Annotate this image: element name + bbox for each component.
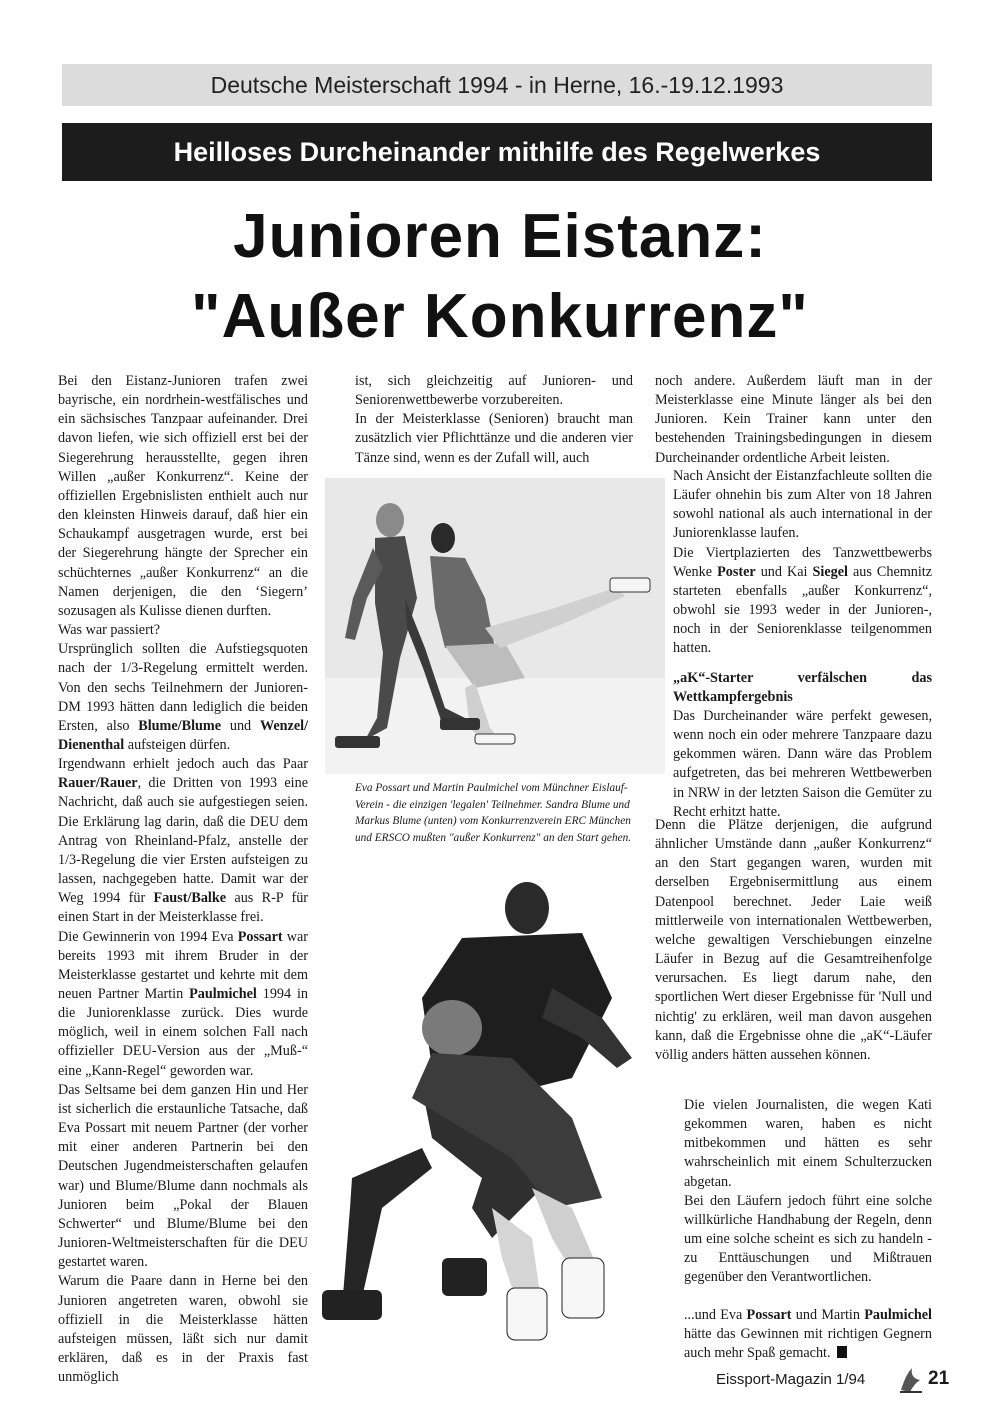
photo-caption: Eva Possart und Martin Paulmichel vom Münchner Eislauf-Verein - die einzigen 'legalen' Teilnehmer. Sandra Blume und Markus Blume (unten) vom Konkurrenzverein ERC München und ERSCO mußten "außer Konkurrenz" an den Start gehen.	[355, 782, 632, 844]
magazine-name: Eissport-Magazin 1/94	[716, 1371, 866, 1388]
paragraph: Warum die Paare dann in Herne bei den Junioren angetreten waren, obwohl sie offiziell in die Meisterklasse hätten aufsteigen müssen, läßt sich nur damit erklären, daß es in der Praxis fast unmöglich	[58, 1273, 308, 1386]
text-run: Die Gewinnerin von 1994 Eva	[58, 928, 234, 945]
text-run: und Kai	[760, 563, 808, 580]
skaters-photo-1	[325, 478, 665, 774]
name-faust: Faust/Balke	[153, 890, 227, 907]
text-run: Ursprünglich sollten die Aufstiegsquoten nach der 1/3-Regelung ermittelt werden. Von den sechs Teilnehmern der Junioren-DM 1993 hätten dann lediglich die beiden Ersten, also	[58, 641, 308, 734]
article-column-1	[58, 372, 308, 1387]
subtitle-banner	[62, 123, 932, 181]
article-column-3b	[673, 467, 932, 822]
event-title: Deutsche Meisterschaft 1994 - in Herne, 16.-19.12.1993	[210, 72, 784, 98]
photo-blume-blume	[312, 878, 658, 1364]
paragraph: Bei den Läufern jedoch führt eine solche willkürliche Handhabung der Regeln, denn um eine solche scheint es sich zu handeln - zu Enttäuschungen und Mißtrauen gegenüber den Verantwortlichen.	[684, 1192, 932, 1286]
paragraph	[673, 544, 932, 659]
name-paulmichel: Paulmichel	[189, 986, 257, 1002]
paragraph	[58, 928, 308, 1081]
paragraph: Das Durcheinander wäre perfekt gewesen, wenn noch ein oder mehrere Tanzpaare dazu gekommen wären. Dann wäre das Problem aufgetreten, das bei mehreren Wettbewerben in NRW in der letzten Saison die Gemüter zu Recht erhitzt hatte.	[673, 707, 932, 820]
text-run: hätte das Gewinnen mit richtigen Gegnern auch mehr Spaß gemacht.	[684, 1325, 932, 1361]
name-possart-2: Possart	[746, 1306, 792, 1323]
text-run: war bereits 1993 mit ihrem Bruder in der Meisterklasse gestartet und kehrte mit dem neuen Partner Martin	[58, 928, 309, 1002]
name-rauer: Rauer/Rauer	[58, 775, 138, 792]
text-run: Irgendwann erhielt jedoch auch das Paar	[58, 756, 308, 773]
paragraph: Was war passiert?	[58, 622, 161, 639]
text-run: aus Chemnitz starteten ebenfalls „außer Konkurrenz“, obwohl sie 1993 weder in der Junioren-, noch in der Seniorenklasse teilgenommen hatten.	[673, 563, 933, 657]
text-run: aufsteigen dürfen.	[127, 736, 231, 753]
text-run: ...und Eva	[684, 1306, 743, 1323]
text-run: 1994 in die Juniorenklasse zurück. Dies wurde möglich, weil in einem solchen Fall nach offizieller DEU-Version aus der „Muß-“ eine „Kann-Regel“ geworden war.	[58, 986, 309, 1079]
paragraph: noch andere. Außerdem läuft man in der Meisterklasse eine Minute länger als bei den Junioren. Kein Trainer kann unter den bestehenden Trainingsbedingungen in diesem Durcheinander ordentliche Arbeit leisten.	[655, 373, 932, 466]
paragraph	[58, 640, 308, 755]
magazine-logo-icon	[898, 1366, 924, 1398]
article-column-3	[655, 372, 932, 468]
name-siegel: Siegel	[812, 563, 848, 580]
paragraph: ist, sich gleichzeitig auf Junioren- und Seniorenwettbewerbe vorzubereiten.	[355, 373, 633, 409]
text-run: und Martin	[795, 1306, 860, 1323]
paragraph	[58, 755, 308, 927]
article-column-2	[355, 372, 633, 468]
page-number: 21	[928, 1368, 950, 1389]
subtitle-text: Heilloses Durcheinander mithilfe des Regelwerkes	[173, 137, 821, 167]
name-poster: Poster	[717, 563, 756, 580]
paragraph: Nach Ansicht der Eistanzfachleute sollten die Läufer ohnehin bis zum Alter von 18 Jahren sowohl national als auch international in der Juniorenklasse laufen.	[673, 468, 932, 542]
article-column-3d	[684, 1096, 932, 1363]
name-wenzel: Wenzel/ Dienenthal	[58, 717, 309, 753]
text-run: , die Dritten von 1993 eine Nachricht, daß auch sie aufgestiegen seien. Die Erklärung lag darin, daß die DEU dem Antrag von Rheinland-Pfalz, anstelle der 1/3-Regelung die vier Ersten aufsteigen zu lassen, nachgegeben hatte. Damit war der Weg 1994 für	[58, 775, 308, 907]
paragraph: In der Meisterklasse (Senioren) braucht man zusätzlich vier Pflichttänze und die anderen vier Tänze sind, wenn es der Zufall will, auch	[355, 411, 633, 466]
paragraph: Die vielen Journalisten, die wegen Kati gekommen waren, haben es nicht mitbekommen und hätten es sehr wahrscheinlich mit einem Schulterzucken abgetan.	[684, 1097, 932, 1190]
name-possart: Possart	[237, 928, 283, 945]
end-mark-icon	[837, 1346, 847, 1358]
skaters-photo-2	[312, 878, 658, 1364]
subheading: „aK“-Starter verfälschen das Wettkampfergebnis	[673, 669, 932, 705]
name-blume: Blume/Blume	[138, 717, 222, 734]
event-banner	[62, 64, 932, 106]
text-run: Die Viertplazierten des Tanzwettbewerbs Wenke	[673, 544, 932, 580]
footer	[716, 1366, 950, 1396]
article-column-3c	[655, 816, 932, 1065]
paragraph	[684, 1306, 932, 1363]
paragraph: Das Seltsame bei dem ganzen Hin und Her ist sicherlich die erstaunliche Tatsache, daß Eva Possart mit neuem Partner (der vorher mit einer anderen Partnerin bei den Deutschen Jugendmeisterschaften gelaufen war) und Blume/Blume dann nochmals als Junioren beim „Pokal der Blauen Schwerter“ und Blume/Blume bei den Junioren-Weltmeisterschaften für die DEU gestartet waren.	[58, 1081, 308, 1271]
headline-line-2: "Außer Konkurrenz"	[191, 282, 809, 351]
photo-possart-paulmichel	[325, 478, 665, 774]
headline-line-1: Junioren Eistanz:	[233, 202, 767, 271]
paragraph: Denn die Plätze derjenigen, die aufgrund ähnlicher Umstände dann „außer Konkurrenz“ an den Start gegangen waren, wurden mit derselben Ergebnisermittlung aus einem Datenpool berechnet. Jeder Laie weiß mittlerweile von internationalen Wettbewerben, welche gewaltigen Verschiebungen einzelne Läufer in Bezug auf die Gesamtreihenfolge verursachen. Es liegt darum nahe, den sportlichen Wert dieser Ergebnisse für 'Null und nichtig' zu erklären, weil man davon ausgehen kann, daß die Ergebnisse ohne die „aK“-Läufer völlig anders hätten aussehen können.	[655, 817, 932, 1063]
text-run: und	[229, 717, 252, 734]
paragraph: Bei den Eistanz-Junioren trafen zwei bayrische, ein nordrhein-westfälisches und ein sächsisches Tanzpaar aufeinander. Drei davon liefen, wie sich offiziell erst bei der Siegerehrung herausstellte, gegen ihren Willen „außer Konkurrenz“. Keine der offiziellen Ergebnislisten enthielt auch nur den kleinsten Hinweis darauf, daß hier ein Schaukampf ausgetragen wurde, erst bei der Siegerehrung hängte der Sprecher ein schüchternes „außer Konkurrenz“ an die Namen derjenigen, die den ‘Siegern’ sozusagen als Kulisse dienen durften.	[58, 373, 308, 619]
name-paulmichel-2: Paulmichel	[864, 1306, 932, 1323]
text-run: aus R-P für einen Start in der Meisterklasse frei.	[58, 890, 309, 926]
